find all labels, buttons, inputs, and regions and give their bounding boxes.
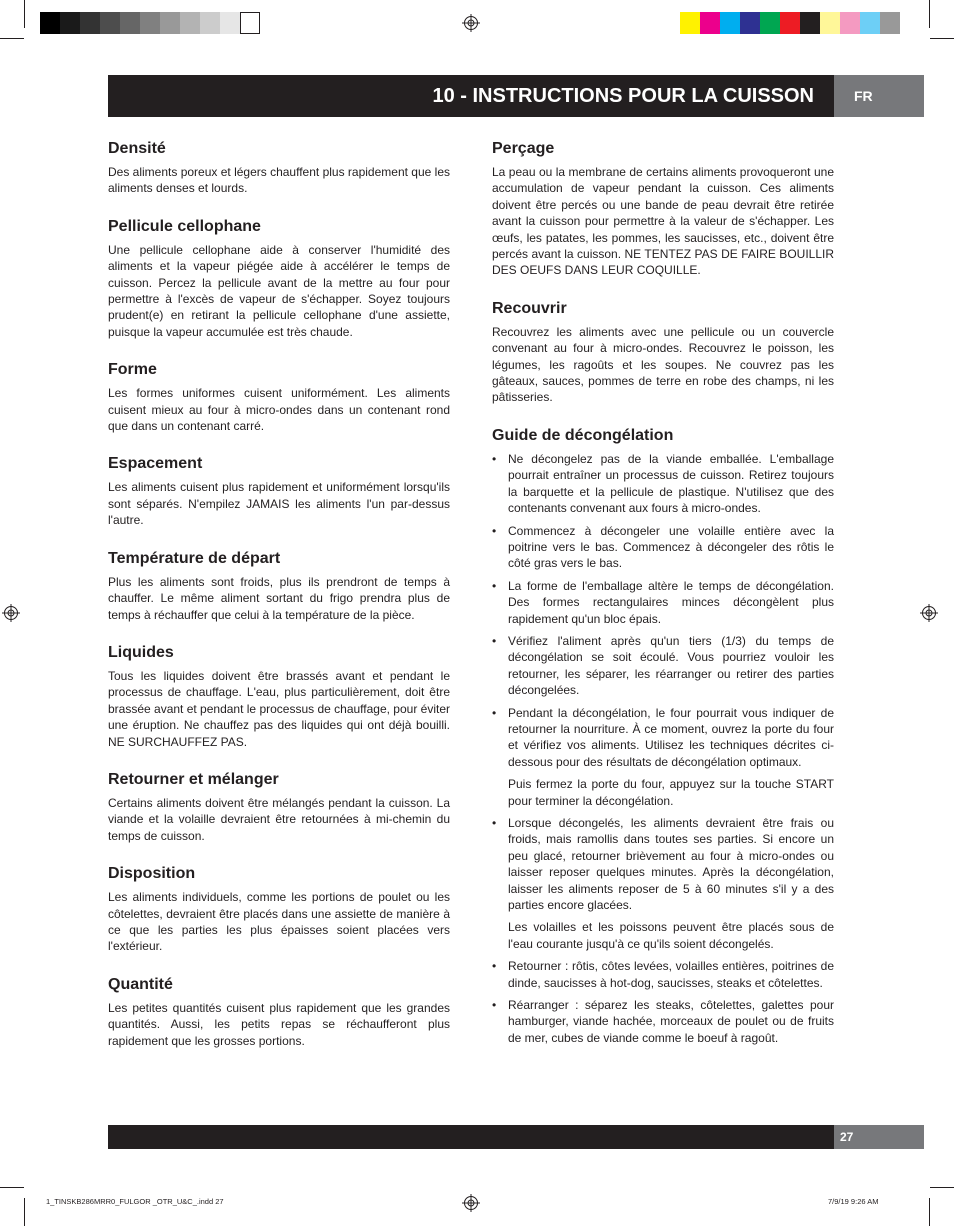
registration-mark-icon	[920, 604, 938, 622]
color-swatch	[160, 12, 180, 34]
bullet-icon: •	[492, 633, 497, 648]
section-text: Plus les aliments sont froids, plus ils prendront de temps à chauffer. Le même aliment sortant du frigo prendra plus de temps à réchauffer que celui à la température de la pièce.	[108, 574, 450, 622]
section-heading: Température de départ	[108, 549, 281, 567]
color-swatch	[740, 12, 760, 34]
list-item	[492, 523, 834, 572]
file-slug: 1_TINSKB286MRR0_FULGOR _OTR_U&C_.indd 27	[46, 1197, 224, 1206]
section-percage	[492, 138, 834, 279]
list-item-text: La forme de l'emballage altère le temps de décongélation. Des formes rectangulaires minces décongèlent plus rapidement qu'un bloc épais.	[508, 578, 834, 626]
crop-mark	[929, 0, 930, 28]
crop-mark	[0, 1187, 24, 1188]
color-swatch	[80, 12, 100, 34]
color-swatch	[140, 12, 160, 34]
bullet-icon: •	[492, 705, 497, 720]
section-heading: Liquides	[108, 643, 174, 661]
page-number-badge	[834, 1125, 924, 1149]
crop-mark	[0, 38, 24, 39]
left-column	[108, 138, 450, 1068]
list-item	[492, 451, 834, 517]
crop-mark	[24, 1198, 25, 1226]
color-swatch	[40, 12, 60, 34]
registration-mark-icon	[2, 604, 20, 622]
color-swatch	[720, 12, 740, 34]
page-title: 10 - INSTRUCTIONS POUR LA CUISSON	[432, 85, 814, 107]
list-item-note: Les volailles et les poissons peuvent être placés sous de l'eau courante jusqu'à ce qu'ils soient décongelés.	[508, 920, 834, 951]
color-swatch	[220, 12, 240, 34]
color-swatch	[120, 12, 140, 34]
language-label: FR	[854, 88, 873, 104]
color-swatch	[700, 12, 720, 34]
bullet-icon: •	[492, 998, 497, 1013]
color-swatch	[880, 12, 900, 34]
section-text: Recouvrez les aliments avec une pellicule ou un couvercle convenant au four à micro-ondes. Recouvrez le poisson, les légumes, les ragoûts et les soupes. Ne couvrez pas les gâteaux, sauces, pommes de terre en robe des champs, ni les pâtisseries.	[492, 324, 834, 405]
section-text: Les formes uniformes cuisent uniformément. Les aliments cuisent mieux au four à micro-ondes dans un contenant rond que dans un contenant carré.	[108, 386, 450, 434]
section-heading: Guide de décongélation	[492, 426, 674, 444]
section-heading: Retourner et mélanger	[108, 770, 279, 788]
section-text: Les petites quantités cuisent plus rapidement que les grandes quantités. Aussi, les petits repas se réchaufferont plus rapidement que les grosses portions.	[108, 1000, 450, 1048]
section-heading: Recouvrir	[492, 299, 567, 317]
list-item-text: Lorsque décongelés, les aliments devraient être frais ou froids, mais ramollis dans toutes ses parties. Si encore un peu glacé, retourner brièvement au four à micro-ondes ou laisser reposer quelques minutes. Après la décongélation, laisser les aliments reposer de 5 à 60 minutes s'il y a des parties encore glacées.	[508, 816, 834, 913]
color-swatch	[840, 12, 860, 34]
list-item-text: Ne décongelez pas de la viande emballée. L'emballage pourrait entraîner un processus de cuisson. Retirez toujours la barquette et la pellicule de plastique. N'utilisez que des contenants convenant aux fours à micro-ondes.	[508, 451, 834, 516]
crop-mark	[24, 0, 25, 28]
color-swatch	[820, 12, 840, 34]
color-swatch	[60, 12, 80, 34]
section-text: Des aliments poreux et légers chauffent plus rapidement que les aliments denses et lourds.	[108, 165, 450, 196]
footer-bar	[108, 1125, 834, 1149]
section-heading: Densité	[108, 140, 166, 157]
list-item-text: Commencez à décongeler une volaille entière avec la poitrine vers le bas. Commencez à décongeler des rôtis le côté gras vers le bas.	[508, 523, 834, 571]
section-text: La peau ou la membrane de certains aliments provoqueront une accumulation de vapeur pendant la cuisson. Ces aliments doivent être percés ou une bande de peau devrait être retirée avant la cuisson pour permettre à la valeur de s'échapper. Les œufs, les patates, les pommes, les saucisses, etc., doivent être percés avant la cuisson. NE TENTEZ PAS DE FAIRE BOUILLIR DES OEUFS DANS LEUR COQUILLE.	[492, 165, 834, 278]
color-swatch	[860, 12, 880, 34]
section-pellicule-cellophane	[108, 216, 450, 340]
crop-mark	[930, 38, 954, 39]
color-swatch	[780, 12, 800, 34]
section-liquides	[108, 642, 450, 750]
right-column	[492, 138, 834, 1065]
defrost-guide-list	[492, 451, 834, 1046]
section-disposition	[108, 863, 450, 955]
list-item	[492, 578, 834, 627]
list-item	[492, 815, 834, 952]
color-swatch	[800, 12, 820, 34]
list-item	[492, 633, 834, 699]
crop-mark	[930, 1187, 954, 1188]
list-item	[492, 705, 834, 809]
list-item-text: Retourner : rôtis, côtes levées, volailles entières, poitrines de dinde, saucisses à hot-dog, saucisses, steaks et côtelettes.	[508, 959, 834, 990]
section-text: Certains aliments doivent être mélangés pendant la cuisson. La viande et la volaille devraient être retournées à mi-chemin du temps de cuisson.	[108, 795, 450, 843]
color-swatch	[200, 12, 220, 34]
section-espacement	[108, 453, 450, 528]
section-heading: Disposition	[108, 865, 196, 883]
color-swatch	[760, 12, 780, 34]
section-heading: Forme	[108, 361, 157, 379]
section-guide-de-decongelation	[492, 425, 834, 1046]
section-text: Les aliments cuisent plus rapidement et uniformément lorsqu'ils sont séparés. N'empilez JAMAIS les aliments l'un par-dessus l'autre.	[108, 480, 450, 528]
section-heading: Perçage	[492, 140, 555, 157]
language-badge	[834, 75, 924, 117]
bullet-icon: •	[492, 959, 497, 974]
section-text: Tous les liquides doivent être brassés avant et pendant le processus de chauffage. L'eau, plus particulièrement, doit être brassée avant et pendant le processus de chauffage, pour éviter une éruption. Ne chauffez pas des liquides qui ont déjà bouilli. NE SURCHAUFFEZ PAS.	[108, 668, 451, 749]
bullet-icon: •	[492, 578, 497, 593]
list-item	[492, 997, 834, 1046]
section-text: Une pellicule cellophane aide à conserver l'humidité des aliments et la vapeur piégée aide à accélérer le temps de cuisson. Percez la pellicule avant de la mettre au four pour permettre à l'excès de vapeur de s'échapper. Soyez toujours prudent(e) en retirant la pellicule cellophane d'une assiette, puisque la vapeur accumulée est très chaude.	[108, 242, 450, 339]
section-forme	[108, 359, 450, 434]
list-item-text: Pendant la décongélation, le four pourrait vous indiquer de retourner la nourriture. À ce moment, ouvrez la porte du four et vérifiez vos aliments. Utilisez les techniques décrites ci-dessous pour des résultats de décongélation optimaux.	[508, 705, 834, 769]
section-heading: Pellicule cellophane	[108, 217, 261, 235]
section-recouvrir	[492, 298, 834, 406]
bullet-icon: •	[492, 816, 497, 830]
crop-mark	[929, 1198, 930, 1226]
list-item-text: Vérifiez l'aliment après qu'un tiers (1/3) du temps de décongélation se soit écoulé. Vous pourriez vouloir les retourner, les séparer, les réarranger ou retirer des parties décongelées.	[508, 633, 834, 698]
section-quantite	[108, 974, 450, 1049]
color-swatch	[240, 12, 260, 34]
section-heading: Quantité	[108, 975, 173, 993]
bullet-icon: •	[492, 451, 497, 466]
color-swatch	[100, 12, 120, 34]
color-swatch	[180, 12, 200, 34]
bullet-icon: •	[492, 523, 497, 538]
section-text: Les aliments individuels, comme les portions de poulet ou les côtelettes, devraient être placés dans une assiette de manière à ce que les parties les plus épaisses soient placées vers l'extérieur.	[108, 890, 450, 954]
list-item-text: Réarranger : séparez les steaks, côtelettes, galettes pour hamburger, viande hachée, morceaux de poulet ou de fruits de mer, cubes de viande comme le boeuf à ragoût.	[508, 998, 834, 1045]
section-densite	[108, 138, 450, 197]
page-number: 27	[840, 1130, 854, 1144]
registration-mark-icon	[462, 1194, 480, 1212]
section-temperature-de-depart	[108, 548, 450, 623]
section-retourner-et-melanger	[108, 769, 450, 844]
list-item	[492, 958, 834, 991]
date-slug: 7/9/19 9:26 AM	[828, 1197, 879, 1206]
header-bar	[108, 75, 834, 117]
list-item-note: Puis fermez la porte du four, appuyez sur la touche START pour terminer la décongélation.	[508, 777, 834, 808]
section-heading: Espacement	[108, 455, 203, 473]
registration-mark-icon	[462, 14, 480, 32]
color-swatch	[680, 12, 700, 34]
